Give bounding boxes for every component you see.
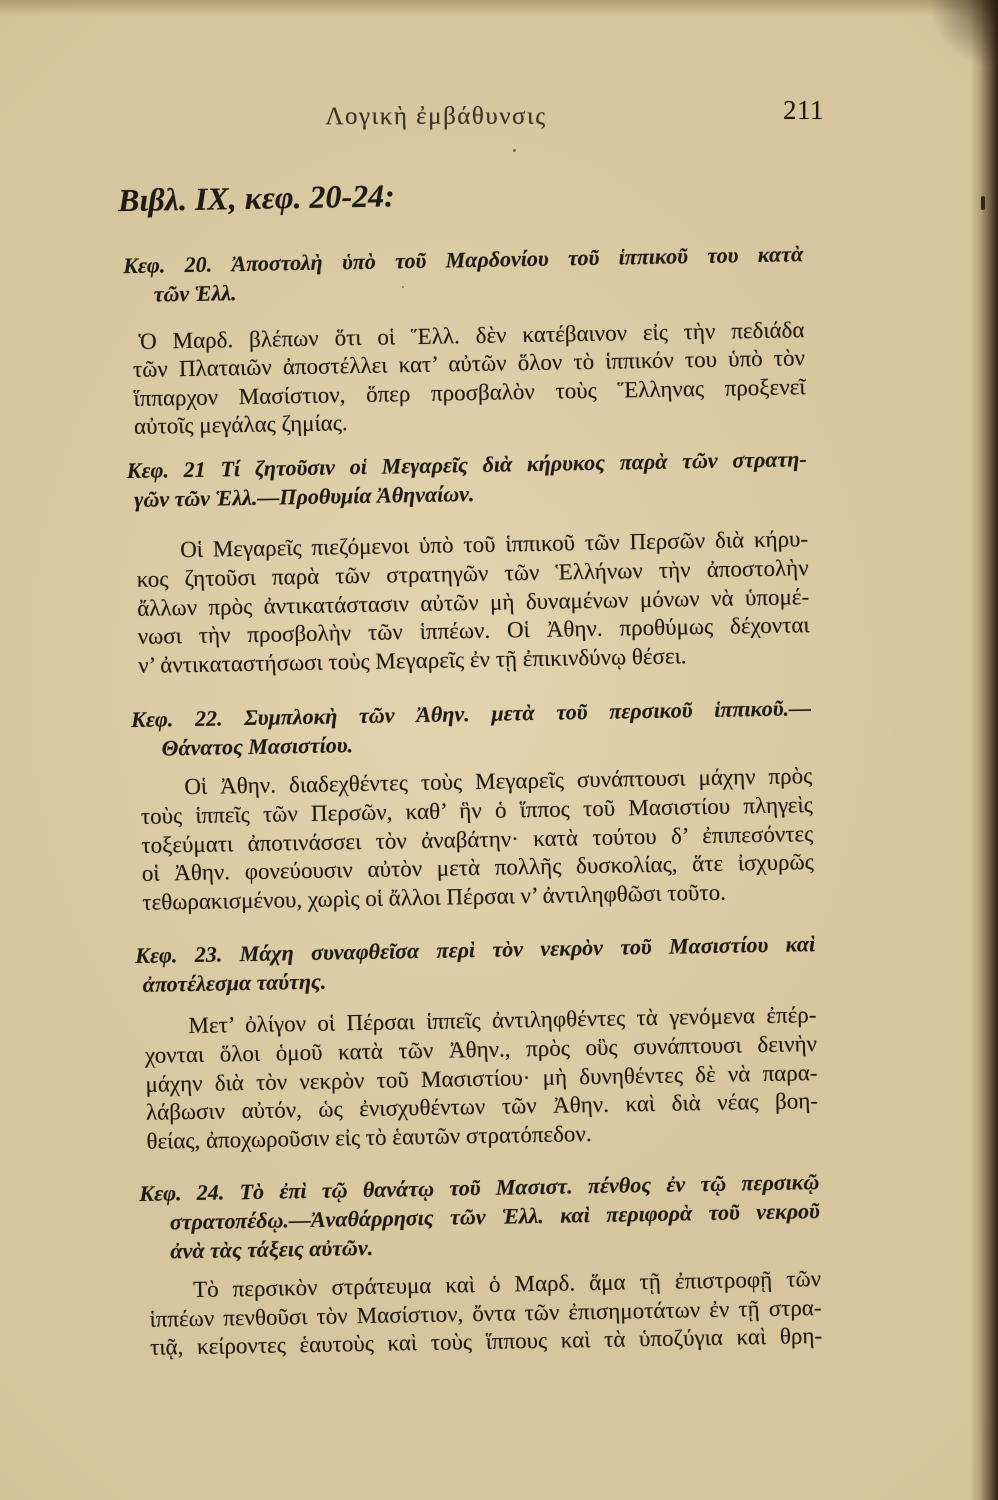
- book-chapter-range-heading: Βιβλ. IX, κεφ. 20-24:: [117, 177, 396, 219]
- text-line: τιᾷ, κείροντες ἑαυτοὺς καὶ τοὺς ἵππους καὶ τὰ ὑποζύγια καὶ θρη-: [149, 1323, 823, 1361]
- text-line: ἵππαρχον Μασίστιον, ὅπερ προσβαλὸν τοὺς Ἕλληνας προξενεῖ: [133, 373, 806, 411]
- paper-speck: [981, 196, 985, 210]
- page-corner-stain: [928, 0, 998, 70]
- text-line: κος ζητοῦσι παρὰ τῶν στρατηγῶν τῶν Ἑλλήνων τὴν ἀποστολὴν: [136, 555, 809, 592]
- text-line: ἱππέων πενθοῦσι τὸν Μασίστιον, ὄντα τῶν ἐπισημοτάτων ἐν τῇ στρα-: [149, 1294, 822, 1332]
- chapter-20-section: [122, 239, 806, 442]
- heading-line: Κεφ. 22. Συμπλοκὴ τῶν Ἀθην. μετὰ τοῦ περσικοῦ ἱππικοῦ.—: [130, 695, 812, 733]
- chapter-20-summary: [132, 316, 806, 442]
- page-right-edge-binding: [970, 0, 998, 1500]
- text-line: Μετ’ ὀλίγον οἱ Πέρσαι ἱππεῖς ἀντιληφθέντες τὰ γενόμενα ἐπέρ-: [188, 1002, 817, 1039]
- chapter-20-heading: [123, 239, 804, 309]
- text-line: λάβωσιν αὐτόν, ὡς ἐνισχυθέντων τῶν Ἀθην. καὶ διὰ νέας βοη-: [145, 1088, 819, 1125]
- chapter-24-summary: [149, 1265, 822, 1362]
- chapter-23-section: [135, 929, 819, 1156]
- text-line: τοὺς ἱππεῖς τῶν Περσῶν, καθ’ ἣν ὁ ἵππος τοῦ Μασιστίου πληγεὶς: [140, 792, 813, 829]
- paper-speck: [513, 149, 516, 152]
- heading-line: Κεφ. 23. Μάχη συναφθεῖσα περὶ τὸν νεκρὸν τοῦ Μασιστίου καὶ: [135, 931, 816, 969]
- heading-line: τῶν Ἑλλ.: [153, 279, 237, 307]
- heading-line: Θάνατος Μασιστίου.: [161, 732, 354, 761]
- text-line: τεθωρακισμένου, χωρὶς οἱ ἄλλοι Πέρσαι ν’ ἀντιληφθῶσι τοῦτο.: [142, 879, 727, 915]
- chapter-24-heading: [139, 1167, 820, 1266]
- text-line: Οἱ Ἀθην. διαδεχθέντες τοὺς Μεγαρεῖς συνάπτουσι μάχην πρὸς: [184, 763, 813, 800]
- text-line: χονται ὅλοι ὁμοῦ κατὰ τῶν Ἀθην., πρὸς οὓς συνάπτουσι δεινὴν: [144, 1031, 818, 1068]
- heading-line: ἀνὰ τὰς τάξεις αὐτῶν.: [170, 1235, 374, 1264]
- chapter-24-section: [139, 1167, 823, 1362]
- text-line: μάχην διὰ τὸν νεκρὸν τοῦ Μασιστίου· μὴ δυνηθέντες δὲ νὰ παρα-: [145, 1059, 818, 1097]
- heading-line: ἀποτέλεσμα ταύτης.: [142, 968, 327, 998]
- page-text-block: [117, 168, 823, 1363]
- text-line: θείας, ἀποχωροῦσιν εἰς τὸ ἑαυτῶν στρατόπεδον.: [146, 1120, 592, 1154]
- chapter-21-summary: [136, 526, 810, 681]
- text-line: οἱ Ἀθην. φονεύουσιν αὐτὸν μετὰ πολλῆς δυσκολίας, ἅτε ἰσχυρῶς: [141, 849, 814, 886]
- running-title: Λογικὴ ἐμβάθυνσις: [325, 103, 547, 130]
- heading-line: γῶν τῶν Ἑλλ.—Προθυμία Ἀθηναίων.: [134, 481, 475, 513]
- chapter-23-summary: [144, 1001, 818, 1156]
- heading-line: Κεφ. 20. Ἀποστολὴ ὑπὸ τοῦ Μαρδονίου τοῦ ἱππικοῦ του κατὰ: [122, 240, 804, 278]
- chapter-21-heading: [127, 445, 808, 515]
- text-line: νωσι τὴν προσβολὴν τῶν ἱππέων. Οἱ Ἀθην. προθύμως δέχονται: [137, 612, 810, 650]
- text-line: τῶν Πλαταιῶν ἀποστέλλει κατ’ αὐτῶν ὅλον τὸ ἱππικόν του ὑπὸ τὸν: [132, 345, 806, 383]
- heading-line: στρατοπέδῳ.—Ἀναθάρρησις τῶν Ἑλλ. καὶ περιφορὰ τοῦ νεκροῦ: [169, 1198, 821, 1235]
- text-line: ν’ ἀντικαταστήσωσι τοὺς Μεγαρεῖς ἐν τῇ ἐπικινδύνῳ θέσει.: [137, 643, 687, 678]
- text-line: αὐτοῖς μεγάλας ζημίας.: [133, 410, 348, 440]
- chapter-22-summary: [140, 762, 814, 917]
- text-line: Τὸ περσικὸν στράτευμα καὶ ὁ Μαρδ. ἅμα τῇ ἐπιστροφῇ τῶν: [192, 1266, 822, 1303]
- heading-line: Κεφ. 24. Τὸ ἐπὶ τῷ θανάτῳ τοῦ Μασιστ. πένθος ἐν τῷ περσικῷ: [139, 1169, 820, 1207]
- page-number: 211: [783, 95, 824, 125]
- text-line: ἄλλων πρὸς ἀντικατάστασιν αὐτῶν μὴ δυναμένων μόνων νὰ ὑπομέ-: [136, 583, 810, 621]
- text-line: Οἱ Μεγαρεῖς πιεζόμενοι ὑπὸ τοῦ ἱππικοῦ τῶν Περσῶν διὰ κήρυ-: [179, 526, 809, 563]
- page-top-edge-shadow: [0, 0, 998, 16]
- text-line: τοξεύματι ἀποτινάσσει τὸν ἀναβάτην· κατὰ τούτου δ’ ἐπιπεσόντες: [141, 820, 814, 858]
- chapter-22-section: [130, 693, 815, 917]
- chapter-21-section: [126, 445, 811, 681]
- heading-line: Κεφ. 21 Τί ζητοῦσιν οἱ Μεγαρεῖς διὰ κήρυκος παρὰ τῶν στρατη-: [126, 446, 807, 484]
- chapter-23-heading: [135, 929, 816, 999]
- chapter-22-heading: [131, 693, 812, 763]
- text-line: Ὁ Μαρδ. βλέπων ὅτι οἱ Ἕλλ. δὲν κατέβαινον εἰς τὴν πεδιάδα: [138, 316, 805, 354]
